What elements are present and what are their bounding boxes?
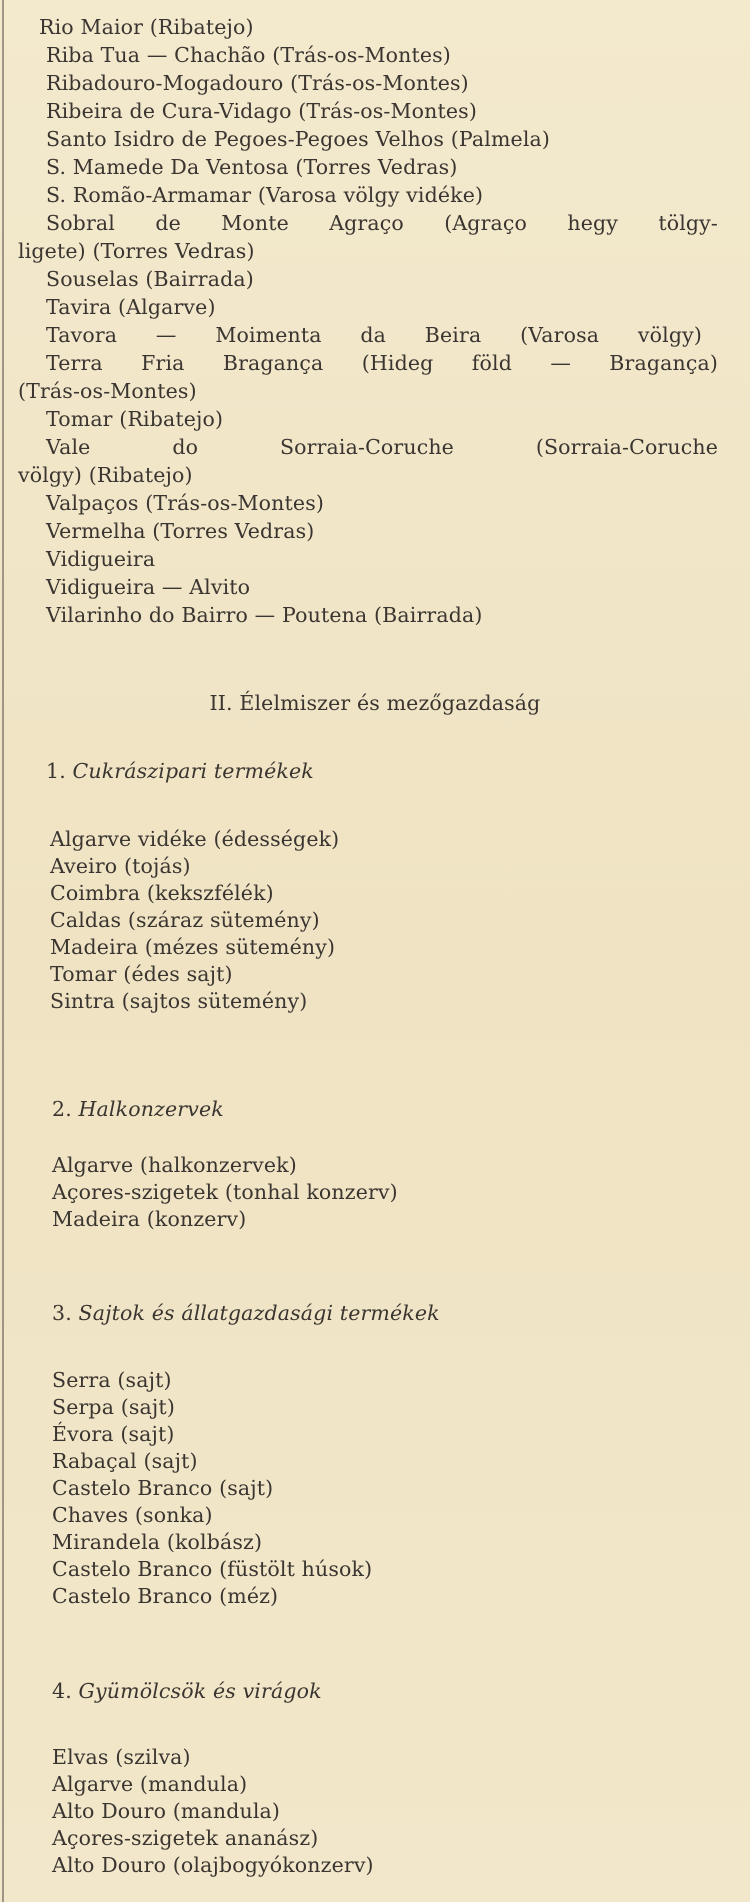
list-item: Elvas (szilva) (52, 1745, 191, 1769)
list-item: Açores-szigetek ananász) (52, 1826, 319, 1850)
list-item: Chaves (sonka) (52, 1503, 213, 1527)
list-item: Tavora — Moimenta da Beira (Varosa völgy) (46, 323, 702, 347)
list-item: Tomar (édes sajt) (50, 962, 233, 986)
list-item-continued: ligete) (Torres Vedras) (18, 239, 255, 263)
list-item: Vermelha (Torres Vedras) (46, 519, 315, 543)
list-item: Tavira (Algarve) (46, 295, 216, 319)
list-item: Madeira (mézes sütemény) (50, 935, 336, 959)
list-item: Ribeira de Cura-Vidago (Trás-os-Montes) (46, 99, 477, 123)
list-item: Castelo Branco (füstölt húsok) (52, 1557, 373, 1581)
group-title-text: Gyümölcsök és virágok (78, 1679, 322, 1703)
list-item: Vale do Sorraia-Coruche (Sorraia-Coruche (46, 435, 718, 459)
list-item: Vidigueira (46, 547, 156, 571)
list-item: Évora (sajt) (52, 1422, 175, 1446)
group-number: 1. (46, 759, 66, 783)
list-item: Sintra (sajtos sütemény) (50, 989, 308, 1013)
list-item: Alto Douro (mandula) (52, 1799, 281, 1823)
list-item: Castelo Branco (sajt) (52, 1476, 274, 1500)
list-item: Aveiro (tojás) (50, 854, 191, 878)
group-title (52, 1678, 552, 1704)
list-item: Mirandela (kolbász) (52, 1530, 263, 1554)
group-number: 3. (52, 1301, 72, 1325)
group-title (46, 758, 546, 784)
chapter-heading: II. Élelmiszer és mezőgazdaság (209, 691, 541, 715)
group-title (52, 1096, 452, 1122)
list-item: Coimbra (kekszfélék) (50, 881, 274, 905)
list-item: Rio Maior (Ribatejo) (39, 15, 254, 39)
list-item: Algarve (mandula) (52, 1772, 248, 1796)
list-item: Madeira (konzerv) (52, 1207, 247, 1231)
group-title (52, 1300, 652, 1326)
list-item: Algarve (halkonzervek) (52, 1153, 297, 1177)
list-item: Algarve vidéke (édességek) (50, 827, 340, 851)
group-title-text: Cukrászipari termékek (72, 759, 314, 783)
group-number: 2. (52, 1097, 72, 1121)
list-item: Rabaçal (sajt) (52, 1449, 198, 1473)
list-item: Vilarinho do Bairro — Poutena (Bairrada) (46, 603, 483, 627)
list-item: Vidigueira — Alvito (46, 575, 251, 599)
list-item: S. Mamede Da Ventosa (Torres Vedras) (46, 155, 458, 179)
margin-rule (2, 0, 4, 1902)
list-item: S. Romão-Armamar (Varosa völgy vidéke) (46, 183, 484, 207)
list-item: Ribadouro-Mogadouro (Trás-os-Montes) (46, 71, 469, 95)
list-item: Tomar (Ribatejo) (46, 407, 224, 431)
list-item: Santo Isidro de Pegoes-Pegoes Velhos (Palmela) (46, 127, 551, 151)
list-item: Valpaços (Trás-os-Montes) (46, 491, 325, 515)
list-item: Castelo Branco (méz) (52, 1584, 279, 1608)
list-item: Alto Douro (olajbogyókonzerv) (52, 1853, 374, 1877)
list-item: Açores-szigetek (tonhal konzerv) (52, 1180, 398, 1204)
list-item: Terra Fria Bragança (Hideg föld — Bragança) (46, 351, 718, 375)
list-item-continued: (Trás-os-Montes) (18, 379, 197, 403)
group-title-text: Halkonzervek (78, 1097, 224, 1121)
list-item: Serra (sajt) (52, 1368, 172, 1392)
group-title-text: Sajtok és állatgazdasági termékek (78, 1301, 440, 1325)
list-item: Serpa (sajt) (52, 1395, 175, 1419)
group-number: 4. (52, 1679, 72, 1703)
list-item: Caldas (száraz sütemény) (50, 908, 320, 932)
list-item-continued: völgy) (Ribatejo) (18, 463, 193, 487)
list-item: Sobral de Monte Agraço (Agraço hegy tölgy- (46, 211, 718, 235)
list-item: Souselas (Bairrada) (46, 267, 254, 291)
list-item: Riba Tua — Chachão (Trás-os-Montes) (46, 43, 451, 67)
